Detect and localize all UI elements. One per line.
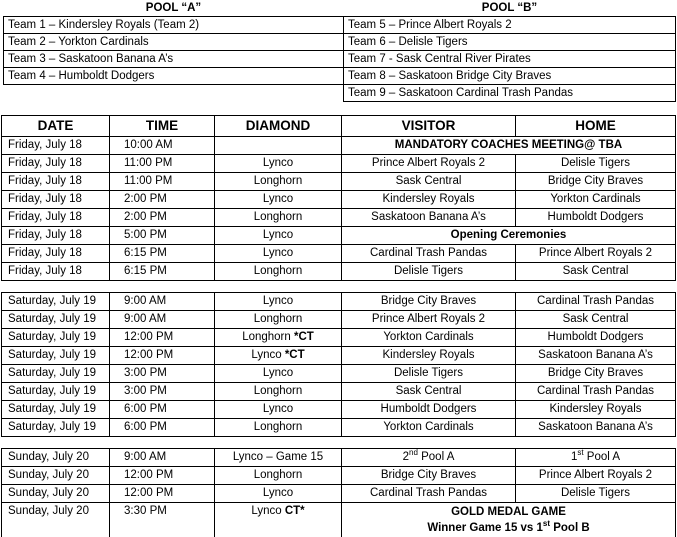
schedule-row	[2, 209, 676, 227]
game-visitor: Sask Central	[342, 383, 516, 401]
game-date: Friday, July 18	[2, 191, 110, 209]
event-note: MANDATORY COACHES MEETING@ TBA	[342, 137, 676, 155]
game-time: 9:00 AM	[110, 449, 215, 467]
event-note: Opening Ceremonies	[342, 227, 676, 245]
game-date: Friday, July 18	[2, 173, 110, 191]
game-diamond: Longhorn	[215, 209, 342, 227]
game-diamond-cell	[215, 329, 342, 347]
game-diamond	[215, 137, 342, 155]
game-time: 11:00 PM	[110, 173, 215, 191]
game-time: 12:00 PM	[110, 347, 215, 365]
game-visitor: Bridge City Braves	[342, 293, 516, 311]
game-visitor: Humboldt Dodgers	[342, 401, 516, 419]
game-visitor: Cardinal Trash Pandas	[342, 485, 516, 503]
game-date: Sunday, July 20	[2, 449, 110, 467]
schedule-row	[2, 155, 676, 173]
pool-a-team: Team 1 – Kindersley Royals (Team 2)	[4, 17, 344, 34]
schedule-row	[2, 347, 676, 365]
ct-tag: *CT	[285, 349, 305, 361]
game-home: Humboldt Dodgers	[516, 209, 676, 227]
game-diamond: Longhorn	[215, 383, 342, 401]
game-visitor: Prince Albert Royals 2	[342, 311, 516, 329]
game-date: Saturday, July 19	[2, 311, 110, 329]
schedule-row	[2, 227, 676, 245]
header-time: TIME	[110, 116, 215, 137]
game-diamond: Lynco	[215, 155, 342, 173]
pool-b-team: Team 7 - Sask Central River Pirates	[344, 51, 676, 68]
game-time: 6:00 PM	[110, 419, 215, 437]
schedule-row	[2, 485, 676, 503]
game-home-cell	[516, 449, 676, 467]
game-time: 12:00 PM	[110, 467, 215, 485]
game-date: Saturday, July 19	[2, 365, 110, 383]
ct-tag: *CT	[294, 331, 314, 343]
game-diamond: Longhorn	[215, 467, 342, 485]
game-visitor: Delisle Tigers	[342, 263, 516, 281]
header-visitor: VISITOR	[342, 116, 516, 137]
pool-a-team: Team 2 – Yorkton Cardinals	[4, 34, 344, 51]
gold-medal-matchup	[346, 519, 671, 535]
game-visitor: Prince Albert Royals 2	[342, 155, 516, 173]
schedule-row	[2, 245, 676, 263]
game-diamond: Longhorn	[215, 263, 342, 281]
home-rank-suffix: st	[577, 449, 583, 458]
pool-table	[3, 0, 676, 102]
game-date: Saturday, July 19	[2, 329, 110, 347]
game-visitor: Yorkton Cardinals	[342, 419, 516, 437]
game-home: Sask Central	[516, 263, 676, 281]
gold-medal-game	[342, 503, 676, 537]
pool-a-empty	[4, 85, 344, 102]
game-home: Cardinal Trash Pandas	[516, 293, 676, 311]
game-date: Sunday, July 20	[2, 503, 110, 537]
game-time: 6:15 PM	[110, 263, 215, 281]
game-time: 6:15 PM	[110, 245, 215, 263]
schedule-row	[2, 401, 676, 419]
game-date: Friday, July 18	[2, 209, 110, 227]
schedule-row	[2, 263, 676, 281]
header-date: DATE	[2, 116, 110, 137]
game-date: Friday, July 18	[2, 155, 110, 173]
schedule-row	[2, 467, 676, 485]
game-home: Delisle Tigers	[516, 155, 676, 173]
schedule-row	[2, 311, 676, 329]
visitor-rank: 2	[403, 451, 409, 463]
game-date: Friday, July 18	[2, 263, 110, 281]
game-diamond: Lynco	[215, 191, 342, 209]
visitor-pool: Pool A	[418, 451, 454, 463]
home-rank: 1	[571, 451, 577, 463]
game-home: Saskatoon Banana A’s	[516, 419, 676, 437]
game-time: 11:00 PM	[110, 155, 215, 173]
game-home: Kindersley Royals	[516, 401, 676, 419]
day-separator	[2, 281, 676, 293]
schedule-table	[1, 115, 676, 537]
gold-medal-title: GOLD MEDAL GAME	[346, 503, 671, 519]
day-separator	[2, 437, 676, 449]
game-diamond: Longhorn	[242, 331, 291, 343]
game-time: 3:30 PM	[110, 503, 215, 537]
game-diamond: Lynco	[251, 505, 281, 517]
schedule-row	[2, 449, 676, 467]
game-date: Saturday, July 19	[2, 419, 110, 437]
game-time: 5:00 PM	[110, 227, 215, 245]
game-visitor: Kindersley Royals	[342, 191, 516, 209]
pool-a-team: Team 4 – Humboldt Dodgers	[4, 68, 344, 85]
game-diamond: Lynco	[215, 365, 342, 383]
game-time: 10:00 AM	[110, 137, 215, 155]
game-diamond: Lynco	[251, 349, 281, 361]
pool-a-title: POOL “A”	[4, 0, 344, 17]
game-time: 9:00 AM	[110, 293, 215, 311]
visitor-rank-suffix: nd	[409, 449, 418, 458]
schedule-row	[2, 329, 676, 347]
game-date: Friday, July 18	[2, 227, 110, 245]
game-date: Saturday, July 19	[2, 383, 110, 401]
schedule-row	[2, 419, 676, 437]
schedule-row	[2, 383, 676, 401]
game-time: 6:00 PM	[110, 401, 215, 419]
game-diamond: Lynco	[215, 227, 342, 245]
pool-b-team: Team 8 – Saskatoon Bridge City Braves	[344, 68, 676, 85]
pool-b-team: Team 5 – Prince Albert Royals 2	[344, 17, 676, 34]
game-home: Prince Albert Royals 2	[516, 245, 676, 263]
game-home: Delisle Tigers	[516, 485, 676, 503]
schedule-row	[2, 293, 676, 311]
game-diamond-cell	[215, 347, 342, 365]
game-home: Sask Central	[516, 311, 676, 329]
schedule-row	[2, 191, 676, 209]
game-date: Friday, July 18	[2, 137, 110, 155]
pool-b-team: Team 6 – Delisle Tigers	[344, 34, 676, 51]
header-home: HOME	[516, 116, 676, 137]
game-diamond: Lynco	[215, 245, 342, 263]
game-diamond-cell	[215, 503, 342, 537]
game-visitor: Saskatoon Banana A’s	[342, 209, 516, 227]
schedule-row	[2, 365, 676, 383]
game-date: Saturday, July 19	[2, 347, 110, 365]
game-diamond: Lynco	[215, 401, 342, 419]
game-diamond: Longhorn	[215, 419, 342, 437]
game-visitor: Bridge City Braves	[342, 467, 516, 485]
game-visitor: Cardinal Trash Pandas	[342, 245, 516, 263]
game-home: Bridge City Braves	[516, 173, 676, 191]
game-home: Humboldt Dodgers	[516, 329, 676, 347]
pool-b-team: Team 9 – Saskatoon Cardinal Trash Pandas	[344, 85, 676, 102]
game-visitor: Delisle Tigers	[342, 365, 516, 383]
game-time: 3:00 PM	[110, 365, 215, 383]
ct-tag: CT*	[285, 505, 305, 517]
schedule-row	[2, 173, 676, 191]
game-visitor: Sask Central	[342, 173, 516, 191]
game-diamond: Longhorn	[215, 311, 342, 329]
game-visitor: Kindersley Royals	[342, 347, 516, 365]
pool-a-team: Team 3 – Saskatoon Banana A’s	[4, 51, 344, 68]
schedule-header-row	[2, 116, 676, 137]
pool-b-title: POOL “B”	[344, 0, 676, 17]
game-visitor-cell	[342, 449, 516, 467]
game-time: 3:00 PM	[110, 383, 215, 401]
game-time: 2:00 PM	[110, 209, 215, 227]
game-time: 12:00 PM	[110, 485, 215, 503]
game-diamond: Lynco	[215, 293, 342, 311]
matchup-text: Winner Game 15 vs 1	[427, 522, 543, 534]
game-diamond: Lynco	[215, 485, 342, 503]
header-diamond: DIAMOND	[215, 116, 342, 137]
game-diamond: Lynco – Game 15	[215, 449, 342, 467]
home-pool: Pool A	[584, 451, 620, 463]
game-home: Saskatoon Banana A’s	[516, 347, 676, 365]
game-home: Prince Albert Royals 2	[516, 467, 676, 485]
game-home: Yorkton Cardinals	[516, 191, 676, 209]
schedule-row	[2, 503, 676, 537]
game-date: Sunday, July 20	[2, 467, 110, 485]
game-visitor: Yorkton Cardinals	[342, 329, 516, 347]
game-diamond: Longhorn	[215, 173, 342, 191]
game-date: Saturday, July 19	[2, 293, 110, 311]
game-time: 9:00 AM	[110, 311, 215, 329]
schedule-row	[2, 137, 676, 155]
game-time: 2:00 PM	[110, 191, 215, 209]
game-time: 12:00 PM	[110, 329, 215, 347]
game-date: Sunday, July 20	[2, 485, 110, 503]
matchup-rank-suffix: st	[543, 519, 550, 528]
game-home: Bridge City Braves	[516, 365, 676, 383]
game-date: Saturday, July 19	[2, 401, 110, 419]
game-date: Friday, July 18	[2, 245, 110, 263]
game-home: Cardinal Trash Pandas	[516, 383, 676, 401]
matchup-pool: Pool B	[550, 522, 590, 534]
